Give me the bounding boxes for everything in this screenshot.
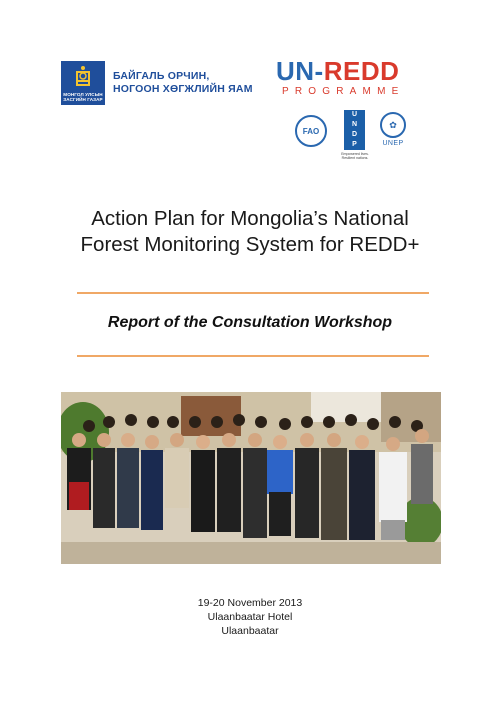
undp-cell-p: P [352,141,357,148]
unep-label: UNEP [382,140,404,147]
document-footer [100,596,400,638]
partner-logos [292,110,412,166]
undp-tagline: Empowered lives. Resilient nations. [341,152,369,160]
soyombo-icon [75,65,91,87]
unredd-un: UN- [276,56,324,86]
unredd-programme: PROGRAMME [282,86,405,97]
title-line2: Forest Monitoring System for REDD+ [80,233,420,256]
ministry-name [113,70,253,96]
divider-bottom [77,355,429,357]
divider-top [77,292,429,294]
group-photo [61,392,441,564]
group-photo-illustration [61,392,441,564]
emblem-caption-line2: ЗАСГИЙН ГАЗАР [63,97,103,102]
fao-label: FAO [302,126,320,136]
unep-logo [378,112,408,154]
workshop-venue: Ulaanbaatar Hotel [207,611,293,623]
workshop-date: 19-20 November 2013 [197,597,303,609]
ministry-name-line2: НОГООН ХӨГЖЛИЙН ЯАМ [113,83,253,95]
ministry-logo [61,61,253,105]
undp-cell-u: U [351,111,358,118]
ministry-name-line1: БАЙГАЛЬ ОРЧИН, [113,70,210,82]
undp-cell-d: D [351,131,358,138]
document-subtitle: Report of the Consultation Workshop [107,314,393,331]
unredd-logo [276,57,426,97]
fao-logo-icon [295,115,327,147]
title-line1: Action Plan for Mongolia’s National [91,207,409,230]
undp-cell-n: N [351,121,358,128]
unredd-wordmark [276,57,426,85]
workshop-city: Ulaanbaatar [221,625,279,637]
undp-logo-icon [344,110,365,150]
unredd-redd: REDD [323,56,400,86]
soyombo-emblem-icon [61,61,105,105]
document-title [40,206,460,258]
emblem-caption-line1: МОНГОЛ УЛСЫН [63,92,103,97]
emblem-caption [61,92,105,102]
unep-emblem-icon: ✿ [380,112,406,138]
